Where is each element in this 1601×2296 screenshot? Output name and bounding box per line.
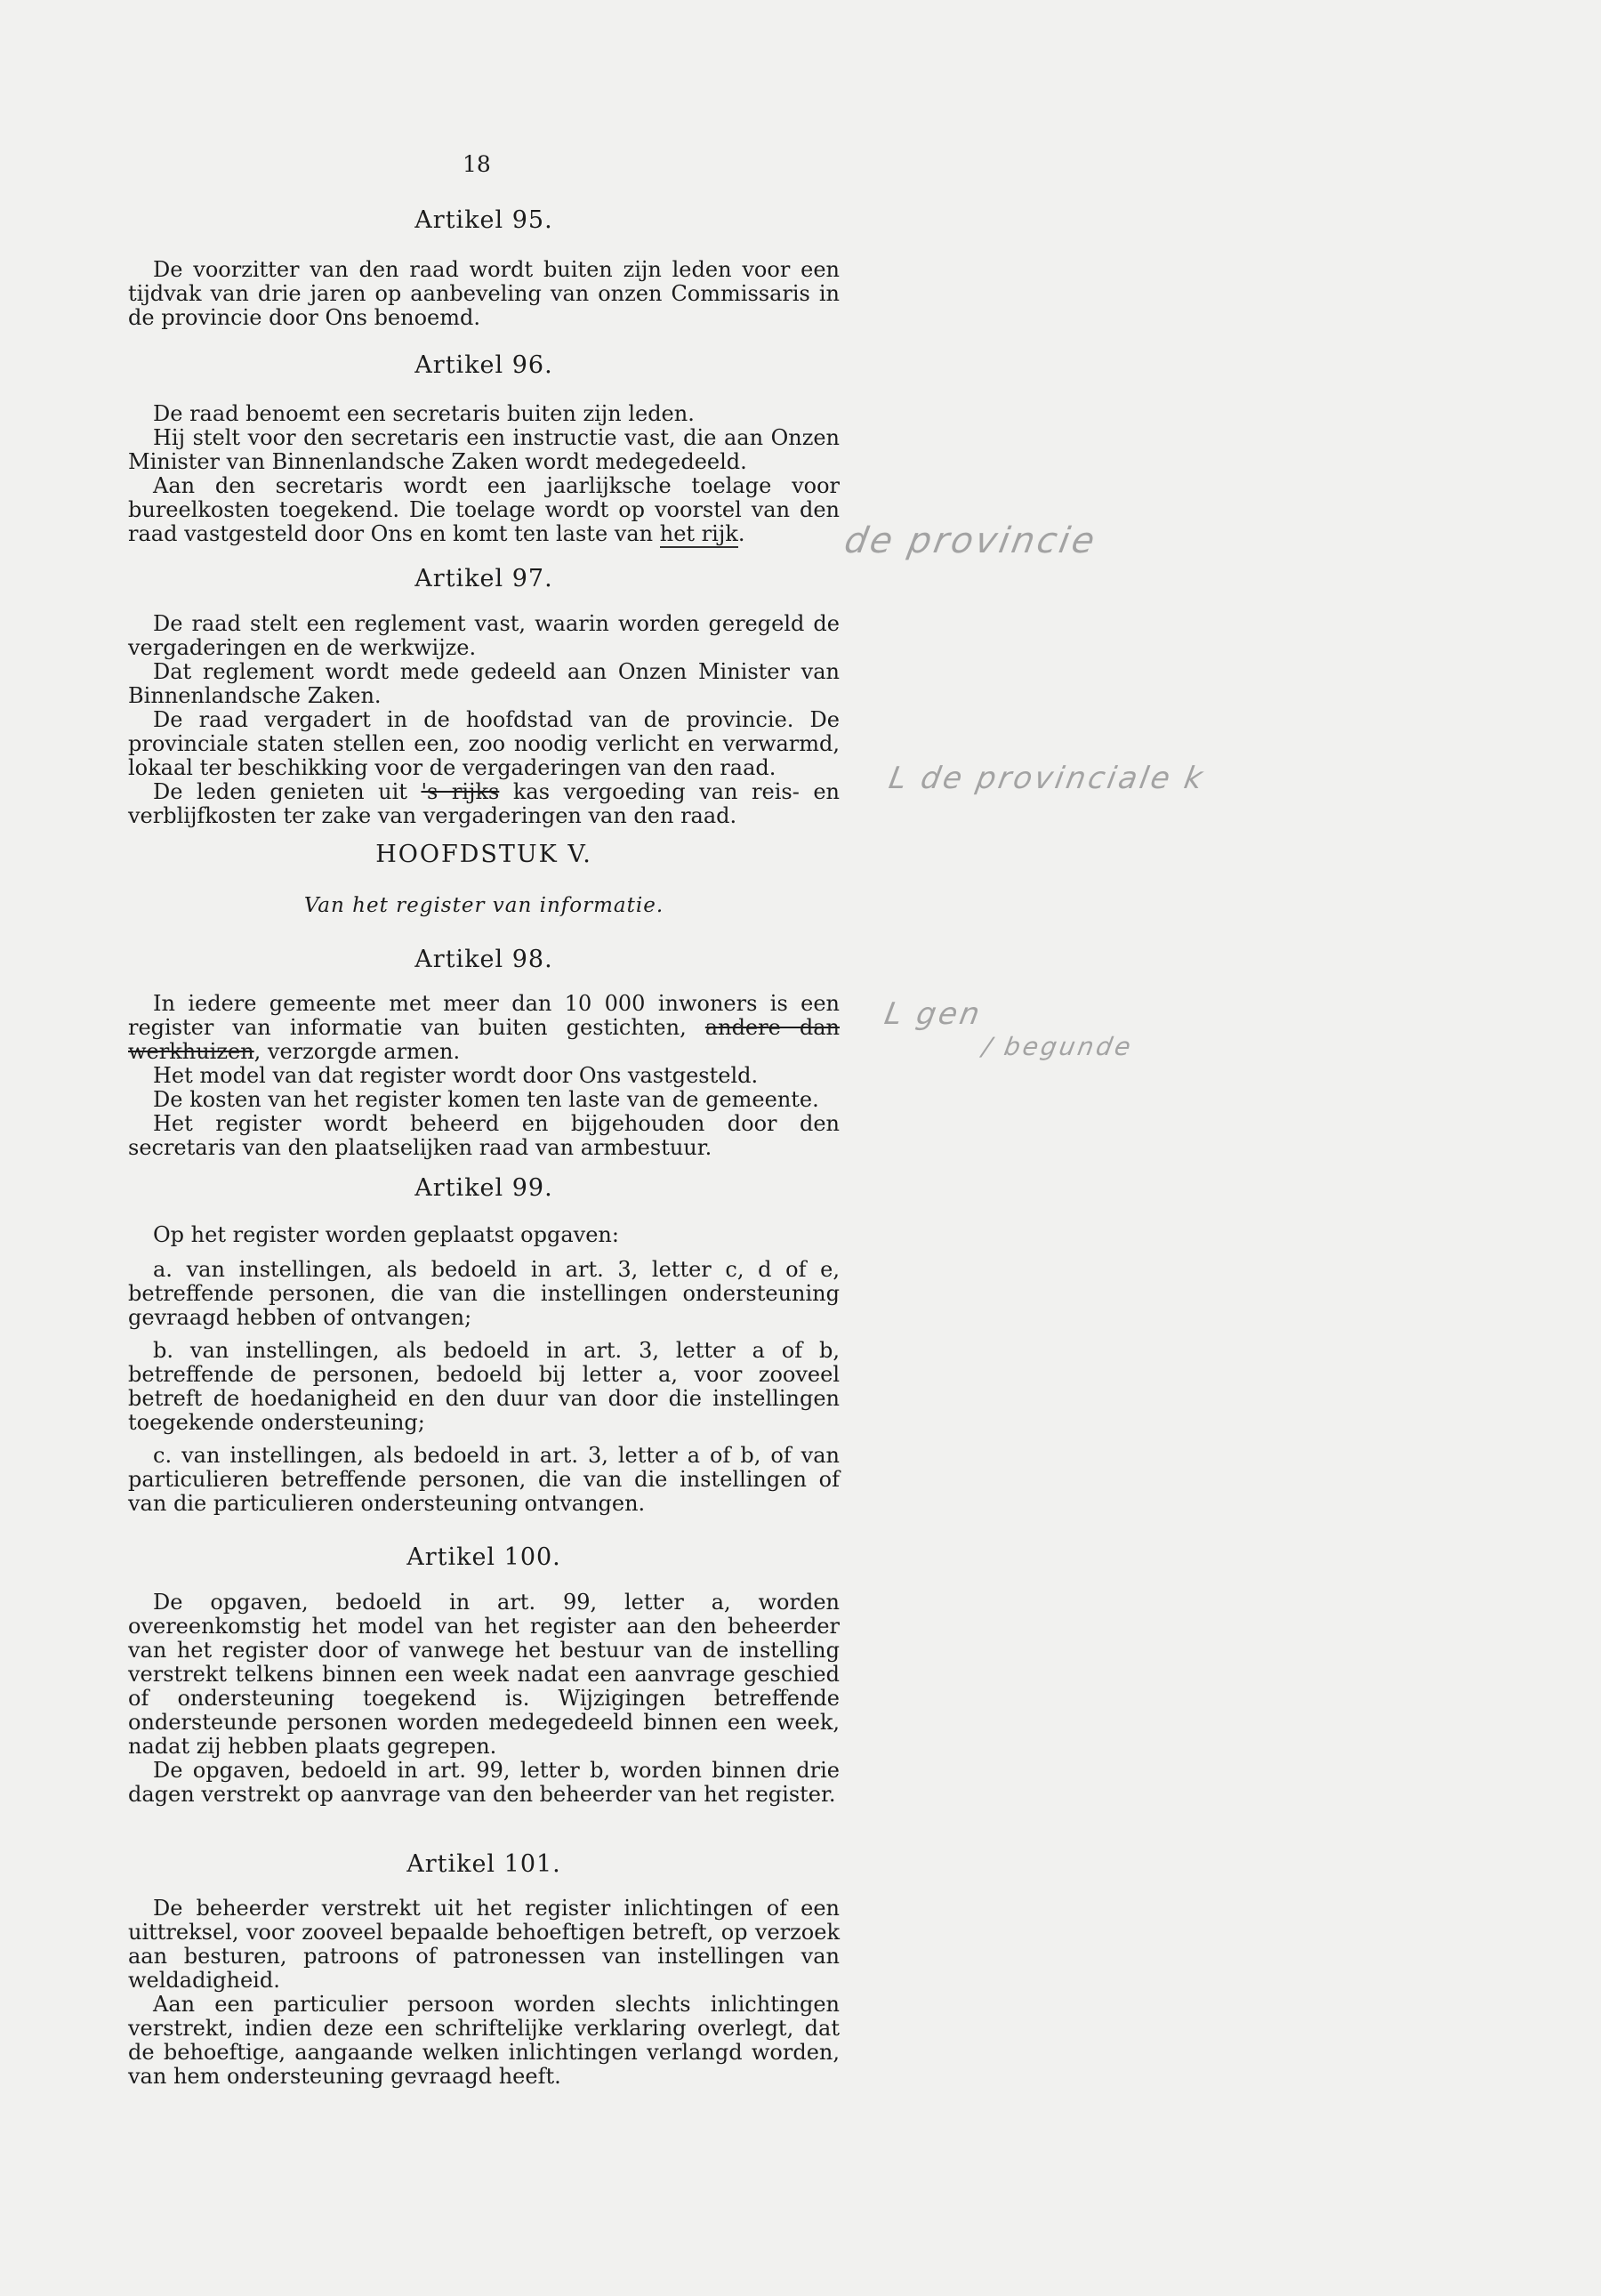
chapter-subtitle: Van het register van informatie. [303, 894, 664, 917]
article-101-body [128, 1897, 840, 2089]
article-96-heading: Artikel 96. [414, 351, 553, 379]
paragraph: De kosten van het register komen ten laste van de gemeente. [153, 1087, 819, 1112]
paragraph: Op het register worden geplaatst opgaven: [153, 1222, 619, 1247]
paragraph: Het register wordt beheerd en bijgehouden door den secretaris van den plaatselijken raad van armbestuur. [128, 1111, 840, 1160]
paragraph: Het model van dat register wordt door Ons vastgesteld. [153, 1063, 759, 1088]
article-98-heading: Artikel 98. [414, 946, 553, 973]
list-item-a: a. van instellingen, als bedoeld in art. 3, letter c, d of e, betreffende personen, die van die instellingen ondersteuning gevraagd hebben of ontvangen; [128, 1257, 840, 1330]
text-run: . [737, 521, 745, 546]
paragraph [128, 780, 840, 828]
text-run: kas vergoeding van reis- en verblijfkosten ter zake van vergaderingen van den raad. [128, 779, 840, 828]
article-95-body [128, 258, 840, 330]
margin-note-1: de provincie [841, 520, 1100, 561]
paragraph: De raad vergadert in de hoofdstad van de provincie. De provinciale staten stellen een, zoo noodig verlicht en verwarmd, lokaal ter beschikking voor de vergaderingen van den raad. [128, 707, 840, 780]
paragraph: De raad stelt een reglement vast, waarin worden geregeld de vergaderingen en de werkwijze. [128, 611, 840, 660]
margin-note-3a: L gen [881, 996, 986, 1032]
margin-note-3b: / begunde [980, 1032, 1136, 1061]
margin-note-2: L de provinciale k [886, 761, 1208, 796]
text-run: De leden genieten uit [153, 779, 422, 804]
page-number: 18 [463, 151, 491, 177]
paragraph: De beheerder verstrekt uit het register inlichtingen of een uittreksel, voor zooveel bepaalde behoeftigen betreft, op verzoek aan besturen, patroons of patronessen van instellingen van weldadigheid. [128, 1896, 840, 1993]
paragraph: Dat reglement wordt mede gedeeld aan Onzen Minister van Binnenlandsche Zaken. [128, 659, 840, 708]
article-101-heading: Artikel 101. [406, 1850, 561, 1878]
article-99-heading: Artikel 99. [414, 1174, 553, 1202]
paragraph: Aan een particulier persoon worden slechts inlichtingen verstrekt, indien deze een schriftelijke verklaring overlegt, dat de behoeftige, aangaande welken inlichtingen verlangd worden, van hem ondersteuning gevraagd heeft. [128, 1992, 840, 2089]
paragraph: De opgaven, bedoeld in art. 99, letter b, worden binnen drie dagen verstrekt op aanvrage van den beheerder van het register. [128, 1758, 840, 1807]
text-run: In iedere gemeente met meer dan 10 000 inwoners is een register van informatie van buiten gestichten, [128, 991, 840, 1040]
paragraph: De opgaven, bedoeld in art. 99, letter a, worden overeenkomstig het model van het register aan den beheerder van het register door of vanwege het bestuur van de instelling verstrekt telkens binnen een week nadat een aanvrage geschied of ondersteuning toegekend is. Wijzigingen betreffende ondersteunde personen worden medegedeeld binnen een week, nadat zij hebben plaats gegrepen. [128, 1590, 840, 1759]
chapter-title: HOOFDSTUK V. [375, 841, 592, 868]
paragraph [128, 992, 840, 1064]
text-run: , verzorgde armen. [253, 1039, 461, 1064]
article-96-body [128, 402, 840, 546]
article-100-heading: Artikel 100. [406, 1543, 561, 1571]
article-97-body [128, 612, 840, 828]
article-97-heading: Artikel 97. [414, 565, 553, 592]
article-95-heading: Artikel 95. [414, 206, 553, 234]
paragraph: De raad benoemt een secretaris buiten zijn leden. [153, 401, 695, 426]
struck-text: andere dan werkhuizen [128, 1015, 841, 1064]
article-99-body [128, 1223, 840, 1516]
struck-text: 's rijks [421, 779, 500, 804]
article-98-body [128, 992, 840, 1160]
underlined-text: het rijk [659, 521, 738, 546]
text-run: Aan den secretaris wordt een jaarlijksche toelage voor bureelkosten toegekend. Die toelage wordt op voorstel van den raad vastgesteld door Ons en komt ten laste van [128, 473, 840, 546]
list-item-b: b. van instellingen, als bedoeld in art. 3, letter a of b, betreffende de personen, bedoeld bij letter a, voor zooveel betreft de hoedanigheid en den duur van door die instellingen toegekende ondersteuning; [128, 1338, 840, 1435]
list-item-c: c. van instellingen, als bedoeld in art. 3, letter a of b, of van particulieren betreffende personen, die van die instellingen of van die particulieren ondersteuning ontvangen. [128, 1443, 840, 1516]
paragraph: De voorzitter van den raad wordt buiten zijn leden voor een tijdvak van drie jaren op aanbeveling van onzen Commissaris in de provincie door Ons benoemd. [128, 257, 840, 330]
paragraph: Hij stelt voor den secretaris een instructie vast, die aan Onzen Minister van Binnenlandsche Zaken wordt medegedeeld. [128, 425, 840, 474]
paragraph [128, 474, 840, 546]
article-100-body [128, 1591, 840, 1807]
